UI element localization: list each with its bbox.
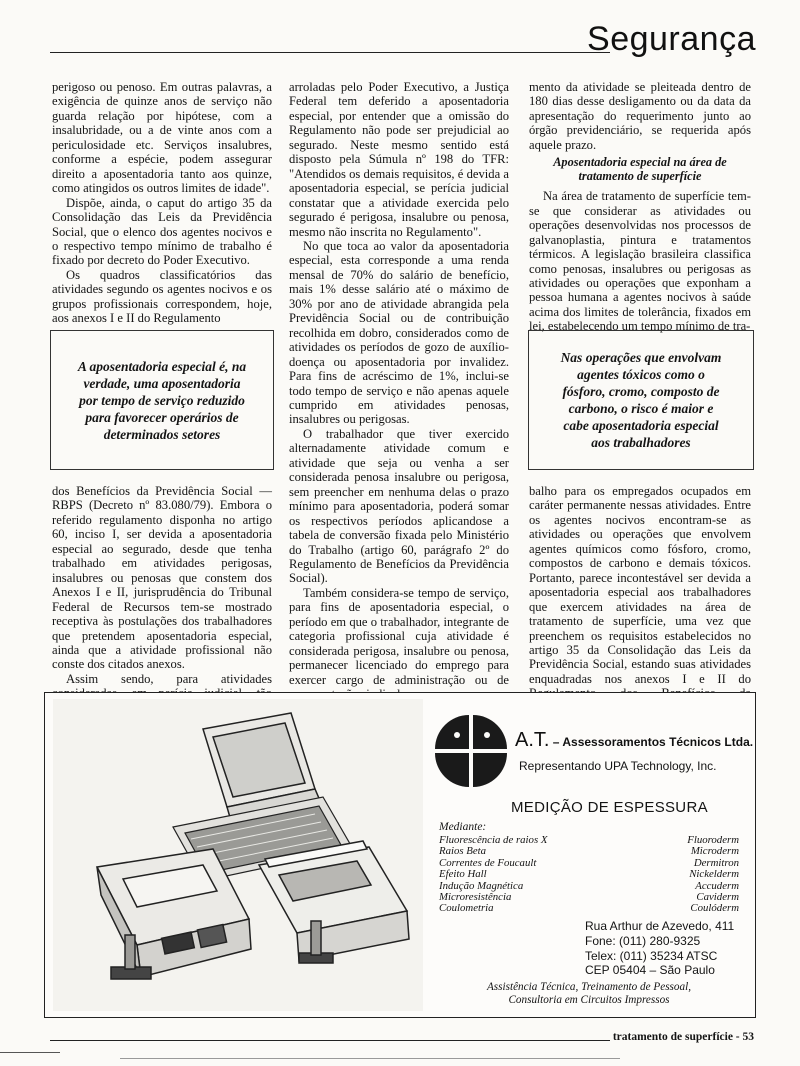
list-item: Dermitron: [693, 856, 739, 869]
column-3-top: [529, 80, 751, 334]
column-2: [289, 80, 509, 687]
advertisement: [44, 692, 756, 1018]
paragraph: balho para os empregados ocupados em caráter permanente nessas atividades. Entre os agentes nocivos encontram-se as atividades ou operações que envolvem agentes químicos como fósforo, cromo, compostos de carbono e demais tóxicos. Portanto, parece incontestável ser devida a aposentadoria especial aos trabalhadores que exercem atividades na área de tratamento de superfície, uma vez que preenchem os requisitos estabelecidos no artigo 35 da Consolidação das Leis da Previdência Social, estando suas atividades enquadradas nos anexos I e II do: [529, 484, 751, 686]
header-rule: [50, 52, 610, 53]
list-item: Nickelderm: [689, 868, 739, 881]
services-line: Assistência Técnica, Treinamento de Pessoal,: [486, 981, 692, 993]
list-item: Coulometria: [439, 902, 494, 915]
paragraph: dos Benefícios da Previdência Social — RBPS (Decreto nº 83.080/79). Embora o referido regulamento disponha no artigo 60, inciso I, ser devida a aposentadoria especial ao segurado, desde que tenha trabalhado em atividades perigosas, insalubres ou penosas que constem dos Anexos I e II, jurisprudência do Tribunal Federal de Recursos tem-se mostrado receptiva às postulações dos trabalhadores que pretendem aposentadoria especial, ainda que a atividade profissional não conste dos citados anexos.: [52, 484, 272, 672]
list-item: Fluorescência de raios X: [439, 834, 548, 846]
methods-label: Mediante:: [439, 821, 487, 833]
column-1-top: [52, 80, 272, 326]
product-list: [687, 835, 739, 915]
pull-quote-text: A aposentadoria especial é, na verdade, uma aposentadoria por tempo de serviço reduzido para favorecer operários de determinados setores: [77, 358, 247, 442]
column-3-bottom: [529, 484, 751, 684]
paragraph: Os quadros classificatórios das atividades segundo os agentes nocivos e os grupos profissionais correspondem, hoje, aos anexos I e II do Regulamento: [52, 267, 272, 326]
list-item: Raios Beta: [439, 845, 487, 858]
paragraph: mento da atividade se pleiteada dentro de 180 dias desse desligamento ou da data da apresentação do requerimento junto ao órgão previdenciário, se requerida após aquele prazo.: [529, 80, 751, 152]
list-item: Coulóderm: [690, 902, 739, 915]
telex-line: Telex: (011) 35234 ATSC: [585, 948, 718, 963]
pull-quote-text: Nas operações que envolvam agentes tóxicos como o fósforo, cromo, composto de carbono, o risco é maior e cabe aposentadoria especial aos trabalhadores: [560, 350, 722, 450]
paragraph: Na área de tratamento de superfície tem-se que considerar as atividades ou operações desenvolvidas nos processos de galvanoplastia, pintura e tratamentos térmicos. A legislação brasileira classifica como penosas, insalubres ou perigosas as atividades ou operações que exponham a pessoa humana a agentes nocivos à saúde acima dos limites de tolerância, fixados em lei, estabelecendo um tempo mínimo de tra-: [529, 189, 751, 334]
list-item: Fluoroderm: [687, 834, 739, 846]
company-address: [585, 919, 734, 978]
column-1-bottom: [52, 484, 272, 684]
page-footer: tratamento de superfície - 53: [612, 1031, 754, 1043]
pull-quote-right: [528, 330, 754, 470]
scan-edge-mark: [0, 1052, 60, 1053]
ad-headline: MEDIÇÃO DE ESPESSURA: [511, 799, 708, 816]
list-item: Caviderm: [696, 891, 739, 904]
company-abbreviation: A.T.: [515, 729, 550, 751]
list-item: Efeito Hall: [439, 868, 487, 881]
list-item: Correntes de Foucault: [439, 856, 537, 869]
subheading: Aposentadoria especial na área de tratamento de superfície: [553, 155, 727, 184]
paragraph: perigoso ou penoso. Em outras palavras, a exigência de quinze anos de serviço não guarda relação por hipótese, com a insalubridade, ou a de vinte anos com a periculosidade etc. Serviços insalubres, conforme a espécie, podem assegurar direito a aposentadoria tanto aos quinze, como atingidos os outros limites de idade".: [52, 80, 272, 196]
services-line: Consultoria em Circuitos Impressos: [508, 994, 670, 1006]
pull-quote-left: [50, 330, 274, 470]
section-title: Segurança: [587, 20, 756, 58]
company-line: [515, 729, 753, 752]
postal-line: CEP 05404 – São Paulo: [585, 963, 715, 978]
phone-line: Fone: (011) 280-9325: [585, 933, 701, 948]
represent-line: Representando UPA Technology, Inc.: [519, 759, 717, 773]
list-item: Accuderm: [695, 879, 739, 892]
services-note: [439, 981, 739, 1007]
company-name: – Assessoramentos Técnicos Ltda.: [549, 735, 754, 749]
list-item: Indução Magnética: [439, 879, 524, 892]
list-item: Microderm: [690, 845, 739, 858]
scan-edge-mark: [120, 1058, 620, 1059]
paragraph: Também considera-se tempo de serviço, para fins de aposentadoria especial, o período em que o trabalhador, integrante de categoria profissional cuja atividade é considerada perigosa, insalubre ou penosa, permanecer licenciado do emprego para exercer cargo de administração ou de: [289, 585, 509, 687]
address-line: Rua Arthur de Azevedo, 411: [585, 919, 735, 933]
company-logo-icon: [431, 711, 511, 791]
method-list: [439, 835, 547, 915]
paragraph: arroladas pelo Poder Executivo, a Justiça Federal tem deferido a aposentadoria especial, por entender que a omissão do Regulamento não pode ser prejudicial ao segurado. Neste mesmo sentido está disposto pela Súmula nº 198 do TFR: "Atendidos os demais requisitos, é devida a aposentadoria especial, se perícia judicial constatar que a atividade exercida pelo segurado é perigosa, insalubre ou penosa, mesmo não inscrita no Regulamento".: [289, 80, 509, 239]
list-item: Microresistência: [439, 891, 512, 904]
paragraph: O trabalhador que tiver exercido alternadamente atividade comum e atividade que seja ou venha a ser considerada penosa insalubre ou perigosa, sem preencher em nenhuma delas o prazo mínimo para aposentadoria, poderá somar os respectivos períodos aplicandose a tabela de conversão fixada pelo Ministério do Trabalho (artigo 60, parágrafo 2º do Regulamento de Benefícios da Previdência Social).: [289, 426, 509, 586]
paragraph: Dispõe, ainda, o caput do artigo 35 da Consolidação das Leis da Previdência Social, que o elenco dos agentes nocivos e o respectivo tempo mínimo de trabalho é fixado por decreto do Poder Executivo.: [52, 195, 272, 268]
paragraph: No que toca ao valor da aposentadoria especial, esta corresponde a uma renda mensal de 70% do salário de benefício, mais 1% desse salário até o máximo de 30% por ano de atividade abrangida pela Previdência Social ou de contribuição recolhida em dobro, considerados como de atividades os períodos de gozo de auxílio-doença ou aposentadoria por invalidez. Para fins de acréscimo de 1%, inclui-se todo tempo de serviço e não apenas aquele cumprido em atividades penosas, insalubres ou perigosas.: [289, 238, 509, 427]
equipment-photo: [53, 699, 423, 1011]
paragraph: Assim sendo, para atividades: [66, 671, 272, 686]
footer-rule: [50, 1040, 610, 1041]
